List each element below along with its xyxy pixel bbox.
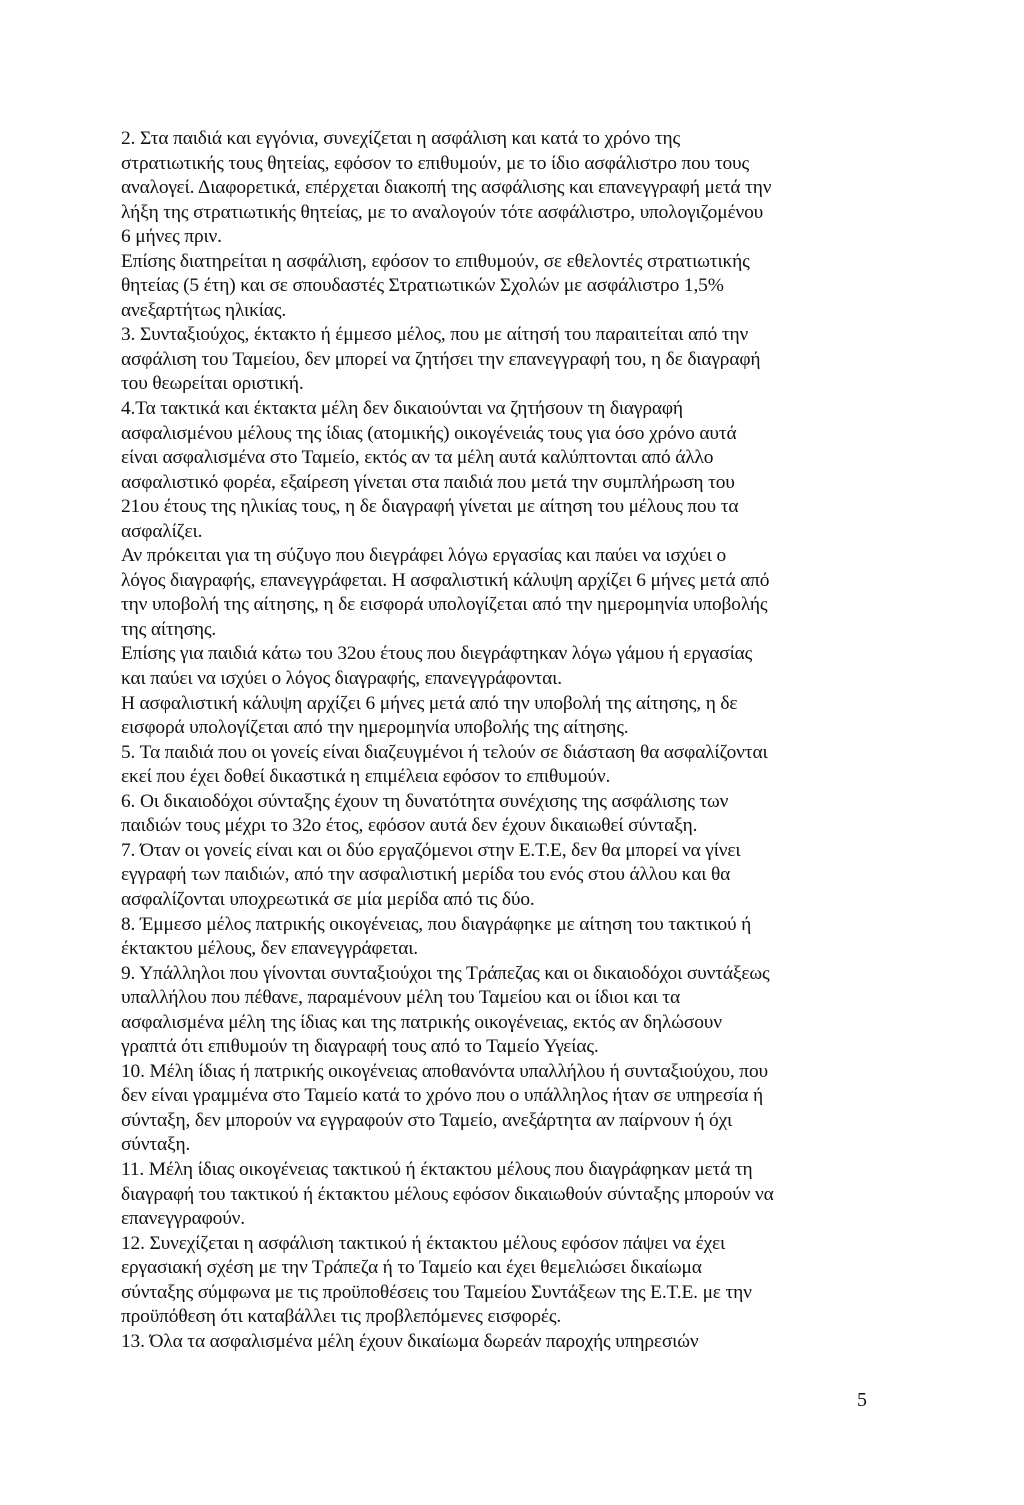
- text-line: θητείας (5 έτη) και σε σπουδαστές Στρατιωτικών Σχολών με ασφάλιστρο 1,5%: [121, 275, 724, 297]
- text-line: ασφάλιση του Ταμείου, δεν μπορεί να ζητήσει την επανεγγραφή του, η δε διαγραφή: [121, 348, 761, 370]
- text-line: σύνταξη.: [121, 1134, 191, 1156]
- text-line: εγγραφή των παιδιών, από την ασφαλιστική μερίδα του ενός στου άλλου και θα: [121, 864, 731, 886]
- text-line: 21ου έτους της ηλικίας τους, η δε διαγραφή γίνεται με αίτηση του μέλους που τα: [121, 496, 739, 518]
- text-line: σύνταξη, δεν μπορούν να εγγραφούν στο Ταμείο, ανεξάρτητα αν παίρνουν ή όχι: [121, 1109, 733, 1131]
- text-line: Αν πρόκειται για τη σύζυγο που διεγράφει λόγω εργασίας και παύει να ισχύει ο: [121, 545, 727, 567]
- text-line: εργασιακή σχέση με την Τράπεζα ή το Ταμείο και έχει θεμελιώσει δικαίωμα: [121, 1257, 702, 1279]
- text-line: 10. Μέλη ίδιας ή πατρικής οικογένειας αποθανόντα υπαλλήλου ή συνταξιούχου, που: [121, 1060, 768, 1082]
- text-line: γραπτά ότι επιθυμούν τη διαγραφή τους από το Ταμείο Υγείας.: [121, 1036, 599, 1058]
- text-line: λήξη της στρατιωτικής θητείας, με το αναλογούν τότε ασφάλιστρο, υπολογιζομένου: [121, 201, 764, 223]
- text-line: 2. Στα παιδιά και εγγόνια, συνεχίζεται η ασφάλιση και κατά το χρόνο της: [121, 128, 681, 149]
- text-line: σύνταξης σύμφωνα με τις προϋποθέσεις του Ταμείου Συντάξεων της Ε.Τ.Ε. με την: [121, 1281, 752, 1303]
- text-line: έκτακτου μέλους, δεν επανεγγράφεται.: [121, 938, 419, 960]
- text-line: της αίτησης.: [121, 618, 217, 640]
- text-line: δεν είναι γραμμένα στο Ταμείο κατά το χρόνο που ο υπάλληλος ήταν σε υπηρεσία ή: [121, 1085, 763, 1107]
- text-line: 6. Οι δικαιοδόχοι σύνταξης έχουν τη δυνατότητα συνέχισης της ασφάλισης των: [121, 790, 729, 812]
- text-line: ασφαλισμένα μέλη της ίδιας και της πατρικής οικογένειας, εκτός αν δηλώσουν: [121, 1011, 722, 1033]
- document-body: [121, 127, 881, 1354]
- text-line: παιδιών τους μέχρι το 32ο έτος, εφόσον αυτά δεν έχουν δικαιωθεί σύνταξη.: [121, 815, 698, 837]
- text-line: 5. Τα παιδιά που οι γονείς είναι διαζευγμένοι ή τελούν σε διάσταση θα ασφαλίζονται: [121, 741, 768, 763]
- text-line: ανεξαρτήτως ηλικίας.: [121, 299, 287, 321]
- text-line: ασφαλίζει.: [121, 520, 203, 542]
- text-line: υπαλλήλου που πέθανε, παραμένουν μέλη του Ταμείου και οι ίδιοι και τα: [121, 987, 681, 1009]
- text-line: Επίσης διατηρείται η ασφάλιση, εφόσον το επιθυμούν, σε εθελοντές στρατιωτικής: [121, 250, 750, 272]
- text-line: 3. Συνταξιούχος, έκτακτο ή έμμεσο μέλος, που με αίτησή του παραιτείται από την: [121, 324, 749, 346]
- text-line: 6 μήνες πριν.: [121, 226, 222, 248]
- text-line: προϋπόθεση ότι καταβάλλει τις προβλεπόμενες εισφορές.: [121, 1306, 562, 1328]
- text-line: εισφορά υπολογίζεται από την ημερομηνία υποβολής της αίτησης.: [121, 717, 629, 739]
- text-line: διαγραφή του τακτικού ή έκτακτου μέλους εφόσον δικαιωθούν σύνταξης μπορούν να: [121, 1183, 774, 1205]
- text-line: επανεγγραφούν.: [121, 1208, 245, 1230]
- text-line: 11. Μέλη ίδιας οικογένειας τακτικού ή έκτακτου μέλους που διαγράφηκαν μετά τη: [121, 1158, 753, 1180]
- text-line: 8. Έμμεσο μέλος πατρικής οικογένειας, που διαγράφηκε με αίτηση του τακτικού ή: [121, 913, 752, 935]
- text-line: του θεωρείται οριστική.: [121, 373, 304, 395]
- text-line: την υποβολή της αίτησης, η δε εισφορά υπολογίζεται από την ημερομηνία υποβολής: [121, 594, 768, 616]
- text-line: 12. Συνεχίζεται η ασφάλιση τακτικού ή έκτακτου μέλους εφόσον πάψει να έχει: [121, 1232, 726, 1254]
- text-line: ασφαλιστικό φορέα, εξαίρεση γίνεται στα παιδιά που μετά την συμπλήρωση του: [121, 471, 735, 493]
- text-line: 13. Όλα τα ασφαλισμένα μέλη έχουν δικαίωμα δωρεάν παροχής υπηρεσιών: [121, 1330, 699, 1352]
- text-line: και παύει να ισχύει ο λόγος διαγραφής, επανεγγράφονται.: [121, 668, 562, 690]
- text-line: Η ασφαλιστική κάλυψη αρχίζει 6 μήνες μετά από την υποβολή της αίτησης, η δε: [121, 692, 738, 714]
- text-line: είναι ασφαλισμένα στο Ταμείο, εκτός αν τα μέλη αυτά καλύπτονται από άλλο: [121, 447, 714, 469]
- page-number: 5: [857, 1389, 867, 1411]
- text-line: στρατιωτικής τους θητείας, εφόσον το επιθυμούν, με το ίδιο ασφάλιστρο που τους: [121, 152, 749, 174]
- text-line: ασφαλίζονται υποχρεωτικά σε μία μερίδα από τις δύο.: [121, 888, 535, 910]
- text-line: ασφαλισμένου μέλους της ίδιας (ατομικής) οικογένειάς τους για όσο χρόνο αυτά: [121, 422, 737, 444]
- text-line: αναλογεί. Διαφορετικά, επέρχεται διακοπή της ασφάλισης και επανεγγραφή μετά την: [121, 177, 772, 199]
- text-line: 4.Τα τακτικά και έκτακτα μέλη δεν δικαιούνται να ζητήσουν τη διαγραφή: [121, 398, 683, 420]
- text-line: 7. Όταν οι γονείς είναι και οι δύο εργαζόμενοι στην Ε.Τ.Ε, δεν θα μπορεί να γίνει: [121, 839, 741, 861]
- text-line: 9. Υπάλληλοι που γίνονται συνταξιούχοι της Τράπεζας και οι δικαιοδόχοι συντάξεως: [121, 962, 770, 984]
- text-line: εκεί που έχει δοθεί δικαστικά η επιμέλεια εφόσον το επιθυμούν.: [121, 766, 611, 788]
- text-line: Επίσης για παιδιά κάτω του 32ου έτους που διεγράφτηκαν λόγω γάμου ή εργασίας: [121, 643, 753, 665]
- text-line: λόγος διαγραφής, επανεγγράφεται. Η ασφαλιστική κάλυψη αρχίζει 6 μήνες μετά από: [121, 569, 770, 591]
